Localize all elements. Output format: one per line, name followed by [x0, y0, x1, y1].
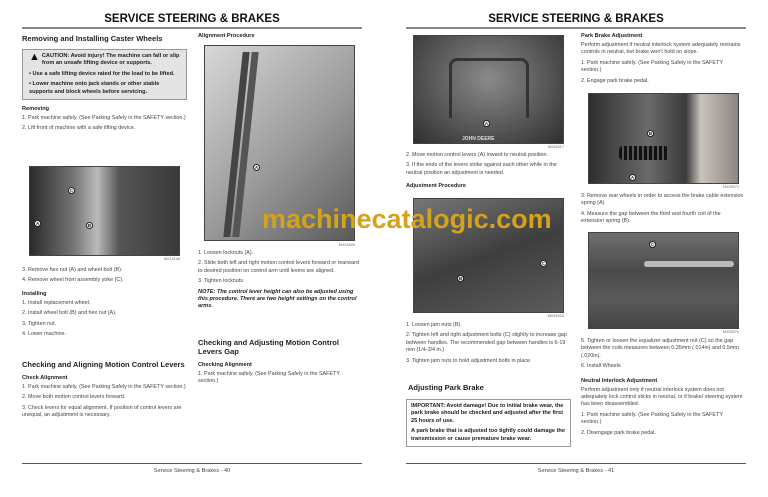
gap-section — [198, 338, 358, 386]
step: 4. Lower machine. — [22, 331, 67, 338]
neutral-steps — [406, 152, 572, 189]
step: Perform adjustment only if neutral interlock system does not adequately lock control sticks in neutral, or if brake/ steering system has been disassembled. — [581, 386, 743, 408]
footer-divider — [22, 463, 362, 464]
callout-b: B — [87, 223, 92, 228]
photo-caption: MX24920 — [338, 243, 355, 247]
equalizer-steps — [581, 338, 744, 437]
callout-c: C — [650, 242, 655, 247]
step: 2. Tighten left and right adjustment bolts (C) slightly to increase gap between handles. The recommended gap between handles is 6-19 mm (1/4-3/4 in.) — [406, 332, 567, 354]
step: 3. Remove hex nut (A) and wheel bolt (B). — [22, 267, 123, 273]
step: 4. Remove wheel from assembly yoke (C). — [22, 277, 124, 284]
step: 3. If the ends of the levers strike against each other while in the neutral position an adjustment is needed. — [406, 162, 557, 176]
photo-caption: MX25970 — [722, 330, 739, 334]
step: 1. Park machine safely. (See Parking Safely in the SAFETY section.) — [22, 115, 186, 122]
step: 2. Slide both left and right motion control levers forward or rearward to desired position on control arm until levers are aligned. — [198, 260, 359, 274]
caster-steps — [22, 267, 187, 338]
subheading: Installing — [22, 290, 47, 297]
subheading: Neutral Interlock Adjustment — [581, 377, 658, 384]
important-text: A park brake that is adjusted too tightly could damage the transmission or cause premature brake wear. — [411, 428, 565, 442]
park-brake-adjustment — [581, 33, 744, 85]
step: 3. Tighten nut. — [22, 320, 57, 327]
step: 1. Loosen locknuts (A). — [198, 250, 254, 256]
subheading: Alignment Procedure — [198, 33, 255, 39]
watermark: machinecatalogic.com — [262, 204, 552, 234]
note: NOTE: The control lever height can also be adjusted using this procedure. There are two height settings on the control arms. — [198, 288, 357, 310]
caution-text: CAUTION: Avoid injury! The machine can fall or slip from an unsafe lifting device or supports. — [41, 53, 180, 67]
subheading: Adjustment Procedure — [406, 183, 466, 190]
important-text: IMPORTANT: Avoid damage! Due to initial brake wear, the park brake should be checked and adjusted after the first 25 hours of use. — [411, 403, 564, 424]
brand-logo: JOHN DEERE — [462, 136, 495, 142]
caution-text: • Lower machine onto jack stands or other stable supports and block wheels before servicing. — [29, 81, 160, 95]
callout-b: B — [458, 276, 463, 281]
subheading: Check Alignment — [22, 375, 68, 381]
equalizer-rod — [644, 261, 734, 267]
step: 3. Tighten jam nuts to hold adjustment bolts in place. — [406, 357, 532, 364]
alignment-steps — [198, 250, 360, 311]
caster-wheel-photo — [29, 166, 180, 256]
page-title-left: SERVICE STEERING & BRAKES — [104, 13, 280, 25]
callout-c: C — [541, 261, 546, 266]
step: 2. Install wheel bolt (B) and hex nut (A). — [22, 310, 117, 317]
caster-section — [22, 34, 187, 133]
photo-caption: MX13146 — [163, 257, 180, 261]
step: 2. Move both motion control levers forward. — [22, 394, 126, 401]
gap-adjust-steps — [406, 322, 572, 365]
callout-a: A — [630, 175, 635, 180]
photo-caption: MX24918 — [547, 314, 564, 318]
important-box — [406, 399, 571, 447]
extension-spring — [619, 146, 669, 160]
title-divider — [406, 27, 746, 29]
step: 1. Park machine safely. (See Parking Safely in the SAFETY section.) — [22, 384, 186, 390]
subheading: Checking Alignment — [198, 362, 252, 368]
step: 1. Loosen jam nuts (B). — [406, 322, 462, 328]
callout-a: A — [35, 221, 40, 226]
subheading: Park Brake Adjustment — [581, 33, 643, 39]
step: Perform adjustment if neutral interlock system adequately restrains controls in neutral, but brake won't hold on slope. — [581, 42, 741, 56]
step: 6. Install Wheels — [581, 363, 621, 370]
caution-text: • Use a safe lifting device rated for the load to be lifted. — [29, 70, 175, 77]
title-divider — [22, 27, 362, 29]
step: 2. Lift front of machine with a safe lifting device. — [22, 125, 136, 132]
section-heading: Adjusting Park Brake — [408, 383, 484, 392]
levers-section — [22, 360, 188, 420]
mower-seat-photo — [413, 35, 564, 144]
callout-c: C — [69, 188, 74, 193]
page-footer-left: Service Steering & Brakes - 40 — [153, 468, 231, 474]
section-heading: Checking and Aligning Motion Control Levers — [22, 360, 185, 369]
callout-a: A — [484, 121, 489, 126]
step: 1. Park machine safely. (See Parking Safely in the SAFETY section.) — [581, 59, 723, 74]
spring-steps — [581, 193, 744, 226]
subheading: Removing — [22, 106, 50, 113]
photo-caption: MX24917 — [547, 145, 564, 149]
section-heading: Checking and Adjusting Motion Control Levers Gap — [198, 338, 339, 356]
warning-triangle-icon: ▲ — [29, 51, 40, 63]
step: 3. Check levers for equal alignment. If position of control levers are unequal, an adjustment is necessary. — [22, 404, 182, 419]
step: 1. Park machine safely. (See Parking Safely in the SAFETY section.) — [581, 411, 723, 426]
step: 2. Disengage park brake pedal. — [581, 429, 656, 436]
equalizer-nut-photo — [588, 232, 739, 329]
step: 2. Engage park brake pedal. — [581, 77, 649, 84]
step: 4. Measure the gap between the third and fourth coil of the extension spring (B). — [581, 210, 721, 225]
callout-a: A — [254, 165, 259, 170]
section-heading: Removing and Installing Caster Wheels — [22, 34, 163, 43]
page-footer-right: Service Steering & Brakes - 41 — [537, 468, 615, 474]
callout-b: B — [648, 131, 653, 136]
page-title-right: SERVICE STEERING & BRAKES — [488, 13, 664, 25]
step: 1. Install replacement wheel. — [22, 299, 91, 306]
footer-divider — [406, 463, 746, 464]
control-levers — [449, 58, 529, 118]
photo-caption: MX25971 — [722, 185, 739, 189]
step: 3. Remove rear wheels in order to access the brake cable extension spring (A) — [581, 193, 744, 207]
step: 2. Move motion control levers (A) inward to neutral position. — [406, 152, 549, 158]
caution-box — [22, 49, 187, 100]
brake-spring-photo — [588, 93, 739, 184]
control-lever — [223, 52, 258, 237]
step: 1. Park machine safely. (See Parking Safely in the SAFETY section.) — [198, 371, 340, 385]
step: 3. Tighten locknuts. — [198, 278, 245, 285]
step: 5. Tighten or loosen the equalizer adjustment nut (C) so the gap between the coils measures between 0.35mm (.014in) and 0.5mm (.020in). — [581, 338, 739, 359]
